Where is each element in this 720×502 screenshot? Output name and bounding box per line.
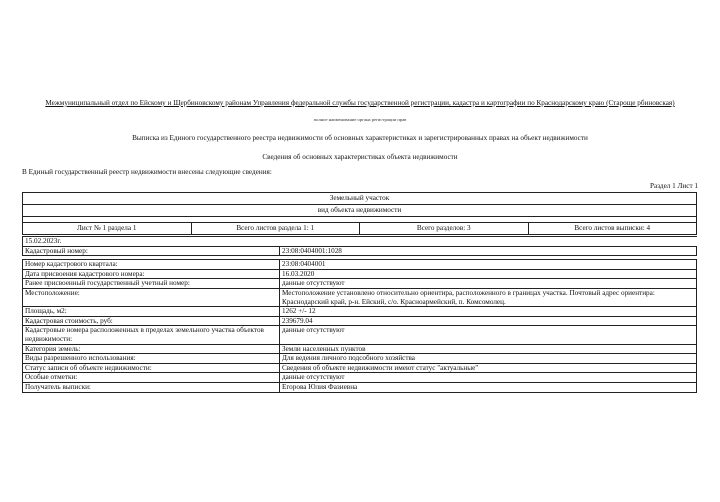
property-row [23,246,697,256]
property-value: 1262 +/- 12 [280,307,697,317]
property-row [23,307,697,317]
property-key: Местоположение: [23,288,280,306]
sheet-number: Лист № 1 раздела 1 [23,223,192,234]
property-value: данные отсутствуют [280,279,697,289]
section-sheets-total: Всего листов раздела 1: 1 [192,223,361,234]
property-key: Кадастровый номер: [23,246,280,256]
property-row [23,279,697,289]
sections-total: Всего разделов: 3 [360,223,529,234]
property-value: 23:08:0404001 [280,260,697,270]
property-value: Сведения об объекте недвижимости имеют статус "актуальные" [280,363,697,373]
property-value: данные отсутствуют [280,326,697,344]
property-row [23,382,697,392]
registry-office-name: Межмуниципальный отдел по Ейскому и Щербиновскому районам Управления федеральной службы государственной регистрации, кадастра и картографии по Краснодарскому краю (Староще рбиновская) [45,99,675,107]
document-title: Выписка из Единого государственного реестра недвижимости об основных характеристиках и зарегистрированных правах на объект недвижимости [132,134,588,142]
property-value: 16.03.2020 [280,269,697,279]
property-row [23,344,697,354]
document-subtitle: Сведения об основных характеристиках объекта недвижимости [262,153,458,161]
property-row [23,373,697,383]
property-key: Площадь, м2: [23,307,280,317]
extract-sheets-total: Всего листов выписки: 4 [574,224,651,232]
property-key: Ранее присвоенный государственный учетный номер: [23,279,280,289]
property-table [22,236,697,393]
property-key: Кадастровая стоимость, руб: [23,316,280,326]
property-key: Статус записи об объекте недвижимости: [23,363,280,373]
property-row [23,269,697,279]
property-key: Получатель выписки: [23,382,280,392]
property-key: Номер кадастрового квартала: [23,260,280,270]
record-date-row [23,237,697,247]
property-value: 239679.04 [280,316,697,326]
object-type-caption: вид объекта недвижимости [23,205,696,217]
property-value: Для ведения личного подсобного хозяйства [280,354,697,364]
property-value: данные отсутствуют [280,373,697,383]
property-key: Дата присвоения кадастрового номера: [23,269,280,279]
property-value: Земли населенных пунктов [280,344,697,354]
section-sheet-label: Раздел 1 Лист 1 [650,182,698,190]
object-type-value: Земельный участок [23,193,696,205]
sheet-info-row [23,223,696,234]
record-date: 15.02.2023г. [23,237,697,247]
property-key: Кадастровые номера расположенных в пределах земельного участка объектов недвижимости: [23,326,280,344]
property-row [23,288,697,306]
property-value: 23:08:0404001:1028 [280,246,697,256]
object-type-box [22,192,697,235]
property-key: Особые отметки: [23,373,280,383]
intro-text: В Единый государственный реестр недвижимости внесены следующие сведения: [22,168,272,176]
property-row [23,326,697,344]
property-key: Виды разрешенного использования: [23,354,280,364]
property-row [23,363,697,373]
property-row [23,260,697,270]
property-key: Категория земель: [23,344,280,354]
property-value: Местоположение установлено относительно ориентира, расположенного в границах участка. Почтовый адрес ориентира: Краснодарский край, р-н. Ейский, с/о. Красноармейский, п. Комсомолец. [280,288,697,306]
property-row [23,354,697,364]
property-row [23,316,697,326]
property-value: Егорова Юлия Фазиевна [280,382,697,392]
registry-office-caption: полное наименование органа регистрации прав [313,117,407,122]
